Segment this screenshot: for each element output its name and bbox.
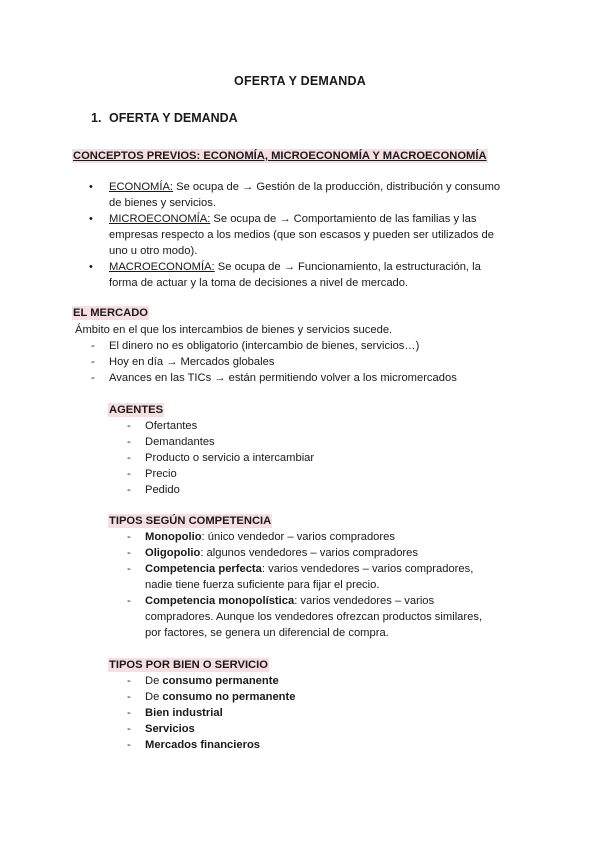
agentes-heading-block — [108, 402, 164, 418]
bien-term: consumo permanente — [162, 675, 279, 687]
list-item: - Ofertantes — [145, 418, 545, 434]
concept-term: MICROECONOMÍA: — [109, 213, 211, 225]
competencia-heading: TIPOS SEGÚN COMPETENCIA — [109, 515, 272, 527]
list-item — [145, 721, 545, 737]
list-item — [109, 179, 539, 211]
bien-heading: TIPOS POR BIEN O SERVICIO — [109, 659, 268, 671]
bien-term: Mercados financieros — [145, 739, 261, 751]
list-item — [145, 545, 565, 561]
mercado-list — [109, 338, 549, 386]
competencia-term: Monopolio — [145, 531, 202, 543]
bien-heading-block — [108, 657, 269, 673]
bien-list — [145, 673, 545, 753]
conceptos-heading-block — [72, 148, 488, 164]
concept-term: MACROECONOMÍA: — [109, 261, 215, 273]
concept-line: Se ocupa de → Funcionamiento, la estructuración, la — [214, 261, 481, 273]
competencia-term: Oligopolio — [145, 547, 201, 559]
list-item: - Demandantes — [145, 434, 545, 450]
bien-prefix: De — [145, 691, 163, 703]
conceptos-heading: CONCEPTOS PREVIOS: ECONOMÍA, MICROECONOMÍA Y MACROECONOMÍA — [73, 150, 487, 162]
list-item — [145, 529, 565, 545]
concept-term: ECONOMÍA: — [109, 181, 174, 193]
competencia-term: Competencia monopolística — [145, 595, 295, 607]
agentes-list — [145, 418, 545, 498]
agentes-heading: AGENTES — [109, 404, 164, 416]
list-item — [145, 593, 565, 641]
list-item: - Pedido — [145, 482, 545, 498]
competencia-list — [145, 529, 565, 641]
list-item: - Avances en las TICs → están permitiendo volver a los micromercados — [109, 370, 549, 386]
mercado-definition: Ámbito en el que los intercambios de bienes y servicios sucede. — [75, 324, 393, 336]
competencia-line: : único vendedor – varios compradores — [201, 531, 395, 543]
bien-term: Bien industrial — [145, 707, 223, 719]
list-item: - El dinero no es obligatorio (intercambio de bienes, servicios…) — [109, 338, 549, 354]
concept-line: Se ocupa de → Gestión de la producción, distribución y consumo — [173, 181, 501, 193]
list-item — [145, 705, 545, 721]
concept-line: empresas respecto a los medios (que son escasos y pueden ser utilizados de — [109, 229, 494, 241]
competencia-line: : algunos vendedores – varios compradores — [200, 547, 418, 559]
list-item: - Precio — [145, 466, 545, 482]
page-title: OFERTA Y DEMANDA — [234, 74, 366, 88]
competencia-heading-block — [108, 513, 272, 529]
section-title: OFERTA Y DEMANDA — [109, 111, 238, 125]
bien-term: consumo no permanente — [162, 691, 296, 703]
list-item: - Hoy en día → Mercados globales — [109, 354, 549, 370]
competencia-term: Competencia perfecta — [145, 563, 262, 575]
list-item — [145, 561, 565, 593]
concept-line: uno u otro modo). — [109, 245, 198, 257]
concept-line: Se ocupa de → Comportamiento de las familias y las — [210, 213, 477, 225]
bien-prefix: De — [145, 675, 163, 687]
competencia-line: nadie tiene fuerza suficiente para fijar el precio. — [145, 579, 380, 591]
concept-line: forma de actuar y la toma de decisiones a nivel de mercado. — [109, 277, 409, 289]
competencia-line: compradores. Aunque los vendedores ofrezcan productos similares, — [145, 611, 483, 623]
mercado-heading: EL MERCADO — [73, 307, 149, 319]
mercado-heading-block — [72, 305, 149, 321]
competencia-line: : varios vendedores – varios — [294, 595, 435, 607]
list-item — [109, 211, 539, 259]
section-heading — [91, 110, 238, 126]
list-item — [145, 737, 545, 753]
competencia-line: por factores, se genera un diferencial de compra. — [145, 627, 389, 639]
list-item: - Producto o servicio a intercambiar — [145, 450, 545, 466]
concept-line: de bienes y servicios. — [109, 197, 216, 209]
list-item — [145, 689, 545, 705]
list-item — [145, 673, 545, 689]
bien-term: Servicios — [145, 723, 195, 735]
competencia-line: : varios vendedores – varios compradores, — [261, 563, 474, 575]
list-item — [109, 259, 539, 291]
conceptos-list — [109, 179, 539, 291]
section-number: 1. — [91, 111, 102, 125]
